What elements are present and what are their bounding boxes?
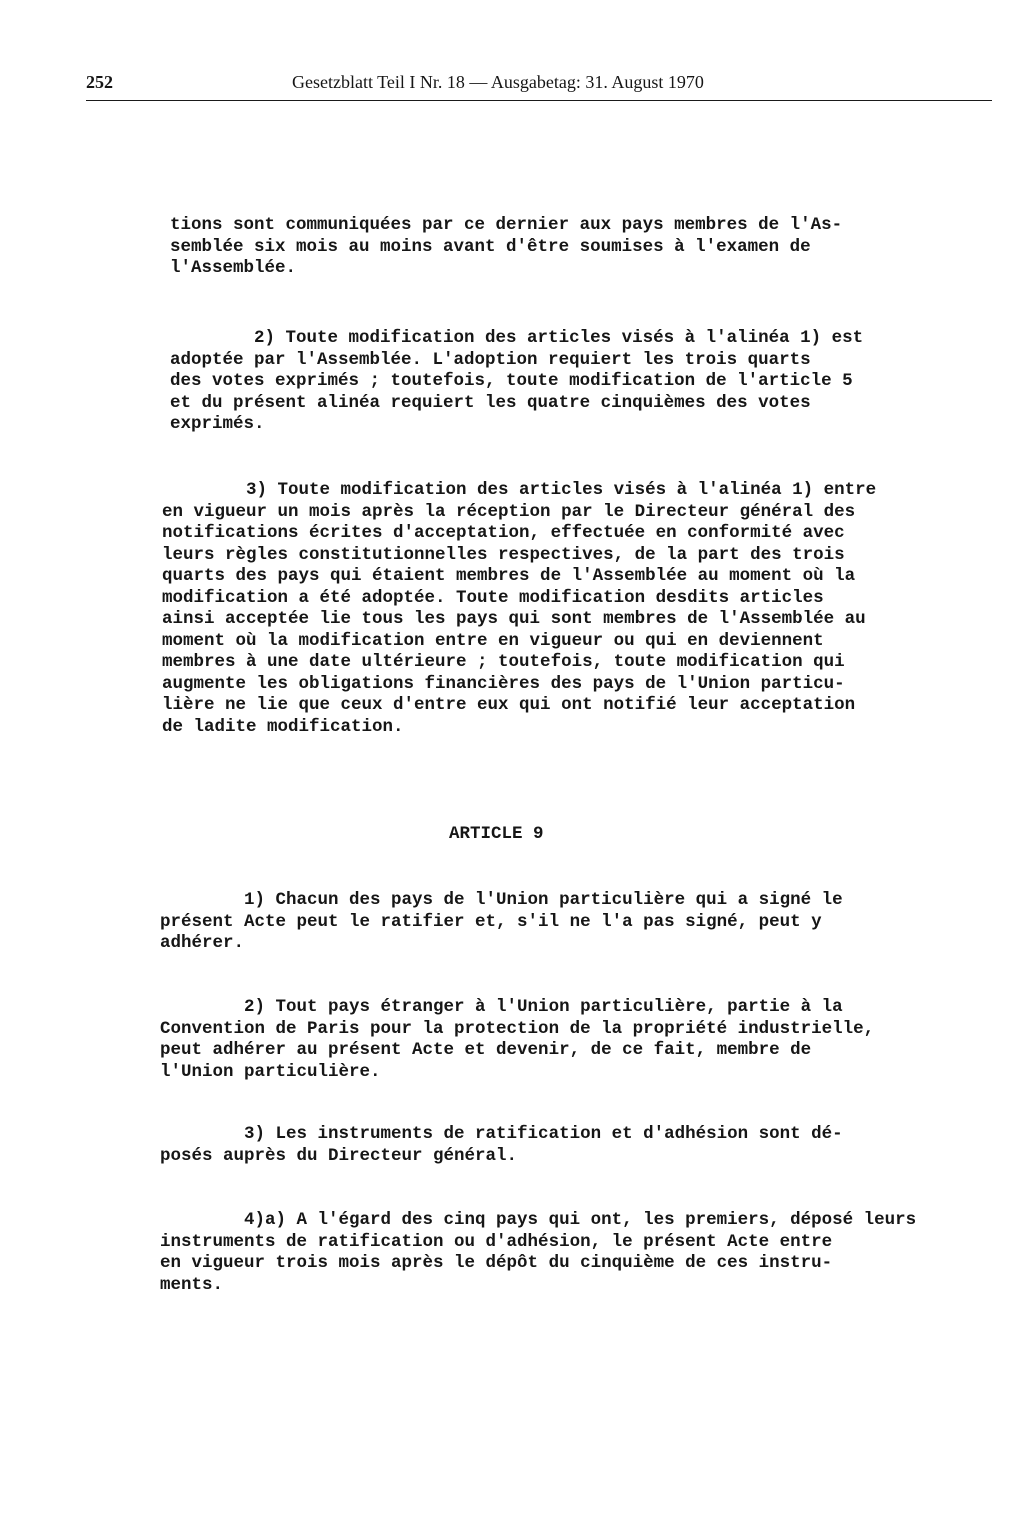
page-number: 252 [86,72,113,92]
article-heading: ARTICLE 9 [449,824,544,844]
paragraph-8-3: 3) Toute modification des articles visés à l'alinéa 1) entre en vigueur un mois après la réception par le Directeur général des notifications écrites d'acceptation, effectuée en conformité avec leurs règles constitutionnelles respectives, de la part des trois quarts des pays qui étaient membres de l'Assemblée au moment où la modification a été adoptée. Toute modification desdits articles ainsi acceptée lie tous les pays qui sont membres de l'Assemblée au moment où la modification entre en vigueur ou qui en deviennent membres à une date ultérieure ; toutefois, toute modification qui augmente les obligations financières des pays de l'Union particu- lière ne lie que ceux d'entre eux qui ont notifié leur acceptation de ladite modification. [162,480,877,737]
page-header [86,70,992,101]
gazette-header-title: Gesetzblatt Teil I Nr. 18 — Ausgabetag: 31. August 1970 [292,72,704,92]
paragraph-continuation: tions sont communiquées par ce dernier aux pays membres de l'As- semblée six mois au moins avant d'être soumises à l'examen de l'Assemblée. [170,215,843,278]
paragraph-9-4a: 4)a) A l'égard des cinq pays qui ont, les premiers, déposé leurs instruments de ratification ou d'adhésion, le présent Acte entre en vigueur trois mois après le dépôt du cinquième de ces instru- ments. [160,1210,917,1295]
paragraph-9-2: 2) Tout pays étranger à l'Union particulière, partie à la Convention de Paris pour la protection de la propriété industrielle, peut adhérer au présent Acte et devenir, de ce fait, membre de l'Union particulière. [160,997,875,1082]
paragraph-9-1: 1) Chacun des pays de l'Union particulière qui a signé le présent Acte peut le ratifier et, s'il ne l'a pas signé, peut y adhérer. [160,890,843,953]
paragraph-8-2: 2) Toute modification des articles visés à l'alinéa 1) est adoptée par l'Assemblée. L'adoption requiert les trois quarts des votes exprimés ; toutefois, toute modification de l'article 5 et du présent alinéa requiert les quatre cinquièmes des votes exprimés. [170,328,864,434]
paragraph-9-3: 3) Les instruments de ratification et d'adhésion sont dé- posés auprès du Directeur général. [160,1124,843,1166]
